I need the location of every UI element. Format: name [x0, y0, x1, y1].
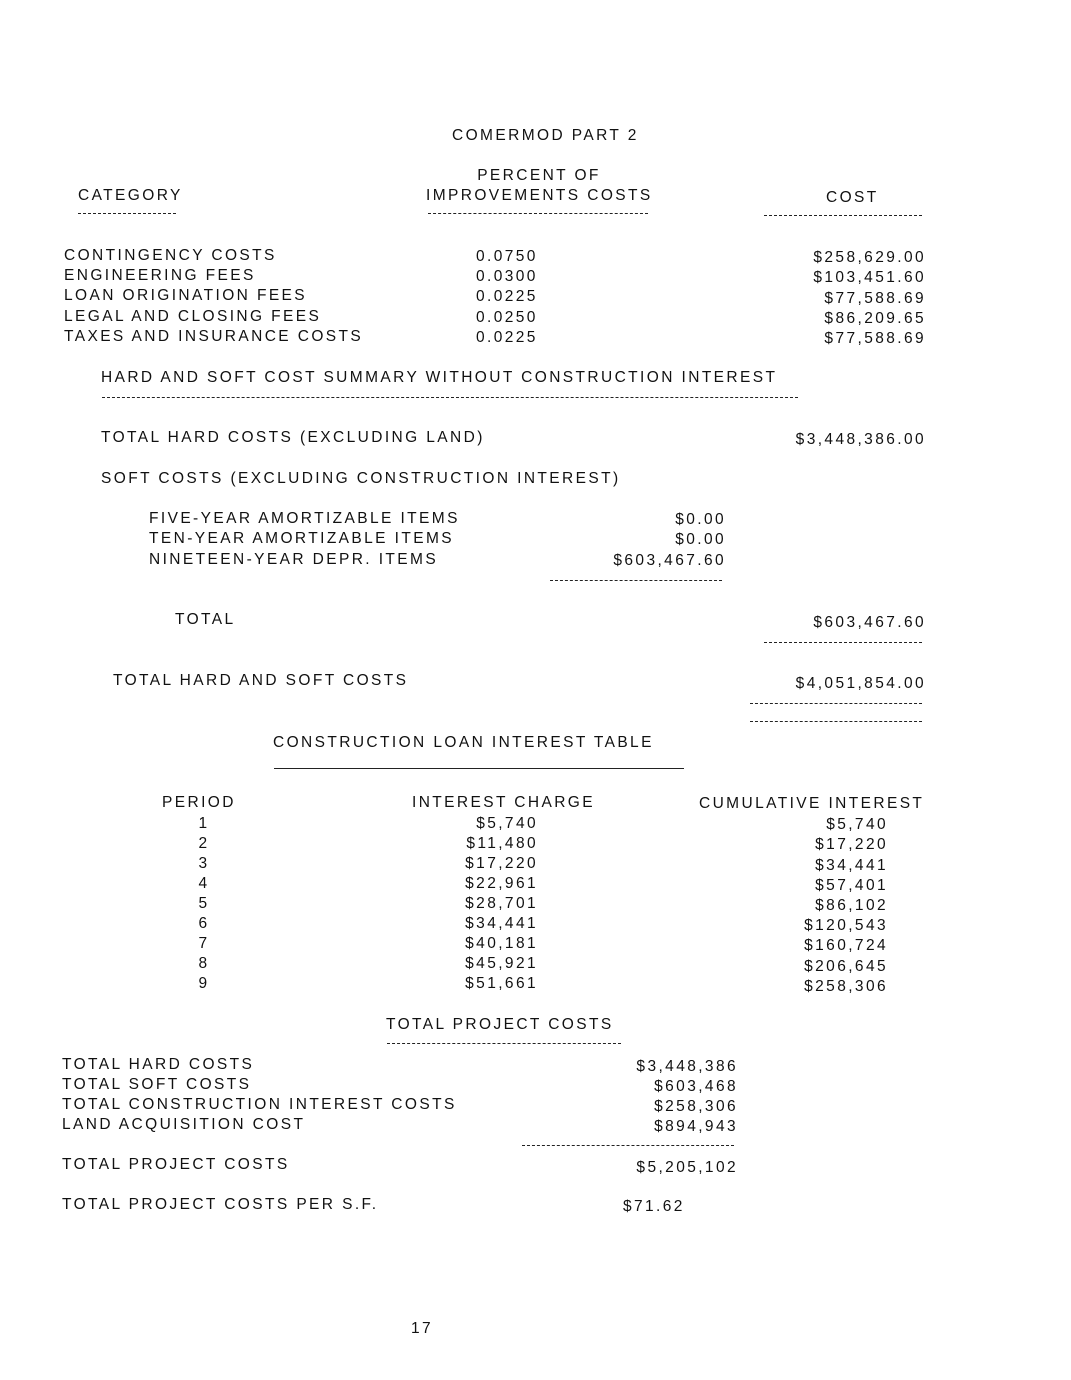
charge-cell: $11,480: [466, 835, 538, 852]
project-costs-heading: TOTAL PROJECT COSTS: [386, 1016, 614, 1033]
soft-item-value: $0.00: [675, 511, 726, 528]
cumulative-cell: $17,220: [815, 836, 888, 853]
charge-cell: $22,961: [465, 875, 538, 892]
cumulative-cell: $120,543: [804, 917, 888, 934]
percent-header-line1: PERCENT OF: [477, 167, 601, 184]
charge-cell: $5,740: [476, 815, 538, 832]
cumulative-cell: $34,441: [815, 857, 888, 874]
per-sf-value: $71.62: [623, 1198, 685, 1215]
period-cell: 3: [198, 855, 210, 872]
charge-cell: $40,181: [465, 935, 538, 952]
soft-total-label: TOTAL: [175, 611, 236, 628]
category-percent: 0.0225: [476, 329, 538, 346]
cumulative-cell: $86,102: [815, 897, 888, 914]
category-percent: 0.0225: [476, 288, 538, 305]
category-percent: 0.0300: [476, 268, 538, 285]
total-project-costs-value: $5,205,102: [636, 1159, 738, 1176]
hard-soft-double-underline-2: [750, 721, 922, 722]
category-cost: $77,588.69: [824, 290, 926, 307]
soft-items-underline: [550, 580, 722, 581]
period-cell: 2: [198, 835, 210, 852]
charge-cell: $34,441: [465, 915, 538, 932]
hard-soft-total-label: TOTAL HARD AND SOFT COSTS: [113, 672, 409, 689]
category-name: TAXES AND INSURANCE COSTS: [64, 328, 364, 345]
summary-heading: HARD AND SOFT COST SUMMARY WITHOUT CONSTRUCTION INTEREST: [101, 369, 778, 386]
period-cell: 7: [198, 935, 210, 952]
period-cell: 5: [198, 895, 210, 912]
project-cost-value: $603,468: [654, 1078, 738, 1095]
charge-cell: $51,661: [465, 975, 538, 992]
soft-total-value: $603,467.60: [813, 614, 926, 631]
period-cell: 9: [198, 975, 210, 992]
interest-table-heading: CONSTRUCTION LOAN INTEREST TABLE: [273, 734, 654, 751]
period-cell: 4: [198, 875, 210, 892]
percent-header-line2: IMPROVEMENTS COSTS: [426, 187, 653, 204]
cost-header: COST: [826, 189, 879, 206]
soft-item-value: $0.00: [675, 531, 726, 548]
category-cost: $86,209.65: [824, 310, 926, 327]
interest-table-heading-underline: [274, 768, 684, 769]
summary-heading-underline: [102, 397, 798, 398]
soft-costs-heading: SOFT COSTS (EXCLUDING CONSTRUCTION INTEREST): [101, 470, 621, 487]
total-hard-value: $3,448,386.00: [795, 431, 926, 448]
soft-total-underline: [764, 642, 922, 643]
project-cost-label: TOTAL CONSTRUCTION INTEREST COSTS: [62, 1096, 457, 1113]
category-percent: 0.0750: [476, 248, 538, 265]
page-title: COMERMOD PART 2: [452, 127, 639, 144]
cumulative-cell: $57,401: [815, 877, 888, 894]
soft-item-value: $603,467.60: [613, 552, 726, 569]
soft-item-label: NINETEEN-YEAR DEPR. ITEMS: [149, 551, 439, 568]
cost-underline: [764, 215, 922, 216]
charge-column-header: INTEREST CHARGE: [412, 794, 595, 811]
total-project-costs-label: TOTAL PROJECT COSTS: [62, 1156, 290, 1173]
project-costs-underline: [522, 1145, 734, 1146]
period-cell: 6: [198, 915, 210, 932]
hard-soft-total-value: $4,051,854.00: [795, 675, 926, 692]
project-costs-heading-underline: [387, 1043, 621, 1044]
cumulative-cell: $206,645: [804, 958, 888, 975]
period-cell: 8: [198, 955, 210, 972]
percent-underline: [428, 213, 648, 214]
category-cost: $77,588.69: [824, 330, 926, 347]
page-number: 17: [411, 1320, 434, 1337]
project-cost-value: $894,943: [654, 1118, 738, 1135]
cumulative-column-header: CUMULATIVE INTEREST: [699, 795, 925, 812]
cumulative-cell: $160,724: [804, 937, 888, 954]
category-name: LEGAL AND CLOSING FEES: [64, 308, 322, 325]
category-percent: 0.0250: [476, 309, 538, 326]
category-header: CATEGORY: [78, 187, 183, 204]
project-cost-label: LAND ACQUISITION COST: [62, 1116, 306, 1133]
per-sf-label: TOTAL PROJECT COSTS PER S.F.: [62, 1196, 379, 1213]
soft-item-label: TEN-YEAR AMORTIZABLE ITEMS: [149, 530, 454, 547]
soft-item-label: FIVE-YEAR AMORTIZABLE ITEMS: [149, 510, 460, 527]
project-cost-value: $3,448,386: [636, 1058, 738, 1075]
category-cost: $258,629.00: [813, 249, 926, 266]
category-name: LOAN ORIGINATION FEES: [64, 287, 308, 304]
total-hard-label: TOTAL HARD COSTS (EXCLUDING LAND): [101, 429, 485, 446]
category-cost: $103,451.60: [813, 269, 926, 286]
period-column-header: PERIOD: [162, 794, 236, 811]
category-underline: [78, 213, 176, 214]
category-name: CONTINGENCY COSTS: [64, 247, 277, 264]
cumulative-cell: $5,740: [826, 816, 888, 833]
period-cell: 1: [198, 815, 210, 832]
category-name: ENGINEERING FEES: [64, 267, 256, 284]
charge-cell: $45,921: [465, 955, 538, 972]
project-cost-label: TOTAL HARD COSTS: [62, 1056, 255, 1073]
charge-cell: $28,701: [465, 895, 538, 912]
project-cost-value: $258,306: [654, 1098, 738, 1115]
hard-soft-double-underline-1: [750, 703, 922, 704]
charge-cell: $17,220: [465, 855, 538, 872]
project-cost-label: TOTAL SOFT COSTS: [62, 1076, 252, 1093]
cumulative-cell: $258,306: [804, 978, 888, 995]
